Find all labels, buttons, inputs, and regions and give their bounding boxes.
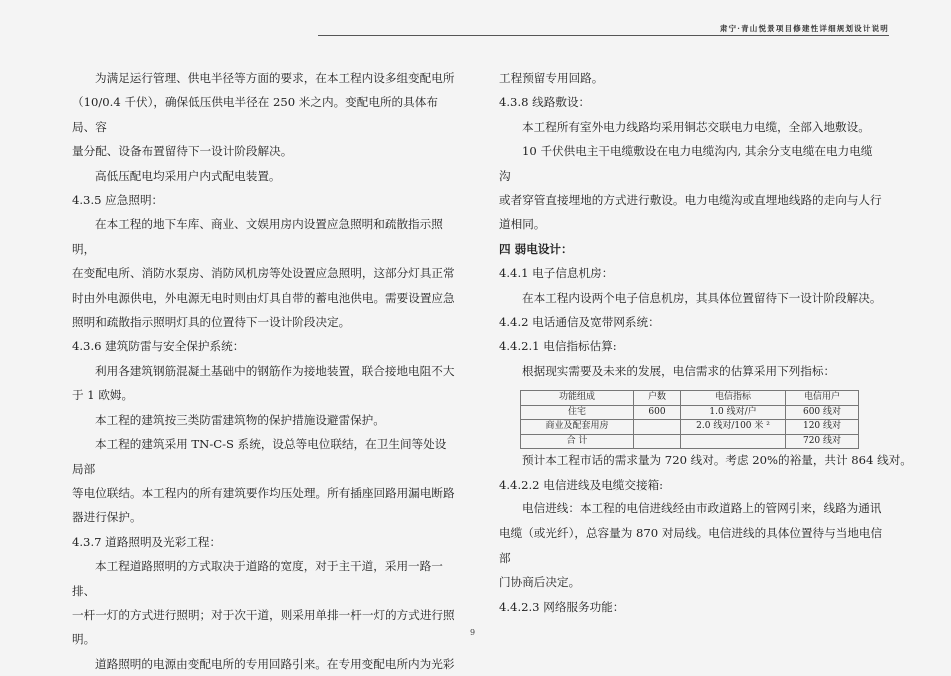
- paragraph-line: 照明和疏散指示照明灯具的位置待下一设计阶段决定。: [72, 315, 351, 330]
- paragraph-line: 门协商后决定。: [499, 575, 581, 590]
- table-cell: 120 线对: [786, 420, 859, 435]
- table-row: [521, 434, 859, 449]
- paragraph-line: 道路照明的电源由变配电所的专用回路引来。在专用变配电所内为光彩: [95, 656, 455, 671]
- right-top-block: [499, 66, 884, 383]
- section-heading: 4.4.2.3 网络服务功能：: [499, 599, 625, 614]
- paragraph-line: 预计本工程市话的需求量为 720 线对。考虑 20%的裕量，共计 864 线对。: [522, 453, 912, 468]
- table-cell: [681, 434, 786, 449]
- paragraph-line: 或者穿管直接埋地的方式进行敷设。电力电缆沟或直埋地线路的走向与人行: [499, 193, 882, 208]
- table-cell: 1.0 线对/户: [681, 405, 786, 420]
- paragraph-line: 本工程的建筑采用 TN-C-S 系统，设总等电位联结，在卫生间等处设局部: [72, 437, 447, 476]
- section-heading: 4.3.5 应急照明：: [72, 193, 164, 208]
- paragraph-line: 量分配、设备布置留待下一设计阶段解决。: [72, 144, 293, 159]
- paragraph-line: 在变配电所、消防水泵房、消防风机房等处设置应急照明，这部分灯具正常: [72, 266, 455, 281]
- paragraph-line: 一杆一灯的方式进行照明；对于次干道，则采用单排一杆一灯的方式进行照: [72, 607, 455, 622]
- paragraph-line: 电缆（或光纤），总容量为 870 对局线。电信进线的具体位置待与当地电信部: [499, 526, 883, 565]
- table-cell: 600 线对: [786, 405, 859, 420]
- table-header-row: [521, 391, 859, 406]
- table-header-cell: 功能组成: [521, 391, 634, 406]
- table-row: [521, 405, 859, 420]
- table-cell: [634, 420, 681, 435]
- section-heading: 4.3.8 线路敷设：: [499, 95, 591, 110]
- paragraph-line: 高低压配电均采用户内式配电装置。: [95, 168, 281, 183]
- paragraph-line: （10/0.4 千伏），确保低压供电半径在 250 米之内。变配电所的具体布局、容: [72, 95, 438, 134]
- chapter-heading: 四 弱电设计：: [499, 241, 573, 256]
- section-heading: 4.4.2.1 电信指标估算:: [499, 339, 617, 354]
- table-cell: 2.0 线对/100 米 ²: [681, 420, 786, 435]
- paragraph-line: 根据现实需要及未来的发展，电信需求的估算采用下列指标：: [522, 363, 836, 378]
- paragraph-line: 于 1 欧姆。: [72, 388, 134, 403]
- telecom-indicator-table: [520, 390, 859, 449]
- paragraph-line: 利用各建筑钢筋混凝土基础中的钢筋作为接地装置，联合接地电阻不大: [95, 363, 455, 378]
- table-cell: 住宅: [521, 405, 634, 420]
- paragraph-line: 为满足运行管理、供电半径等方面的要求，在本工程内设多组变配电所: [95, 71, 455, 85]
- right-bottom-block: [499, 449, 912, 619]
- paragraph-line: 本工程所有室外电力线路均采用铜芯交联电力电缆，全部入地敷设。: [522, 119, 870, 134]
- table-cell: [634, 434, 681, 449]
- table-header-cell: 户数: [634, 391, 681, 406]
- section-heading: 4.4.2 电话通信及宽带网系统：: [499, 315, 660, 330]
- left-column: [72, 66, 457, 676]
- table-row: [521, 420, 859, 435]
- header-rule: [318, 35, 889, 36]
- paragraph-line: 明。: [72, 632, 96, 647]
- table-header-cell: 电信指标: [681, 391, 786, 406]
- table-cell: 600: [634, 405, 681, 420]
- section-heading: 4.3.6 建筑防雷与安全保护系统：: [72, 339, 245, 354]
- right-column: [499, 66, 912, 619]
- section-heading: 4.4.2.2 电信进线及电缆交接箱:: [499, 478, 664, 493]
- paragraph-line: 电信进线：本工程的电信进线经由市政道路上的管网引来，线路为通讯: [522, 501, 882, 516]
- paragraph-line: 等电位联结。本工程内的所有建筑要作均压处理。所有插座回路用漏电断路: [72, 485, 455, 500]
- table-cell: 合 计: [521, 434, 634, 449]
- paragraph-line: 在本工程内设两个电子信息机房，其具体位置留待下一设计阶段解决。: [522, 290, 882, 305]
- page-number: 9: [470, 628, 476, 637]
- paragraph-line: 时由外电源供电，外电源无电时则由灯具自带的蓄电池供电。需要设置应急: [72, 290, 455, 305]
- paragraph-line: 工程预留专用回路。: [499, 71, 604, 85]
- table-header-cell: 电信用户: [786, 391, 859, 406]
- paragraph-line: 10 千伏供电主干电缆敷设在电力电缆沟内, 其余分支电缆在电力电缆沟: [499, 144, 873, 183]
- paragraph-line: 本工程道路照明的方式取决于道路的宽度，对于主干道，采用一路一排、: [72, 559, 443, 598]
- table-cell: 720 线对: [786, 434, 859, 449]
- section-heading: 4.4.1 电子信息机房：: [499, 266, 614, 281]
- paragraph-line: 道相同。: [499, 217, 546, 232]
- table-cell: 商业及配套用房: [521, 420, 634, 435]
- paragraph-line: 本工程的建筑按三类防雷建筑物的保护措施设避雷保护。: [95, 412, 385, 427]
- paragraph-line: 器进行保护。: [72, 510, 142, 525]
- paragraph-line: 在本工程的地下车库、商业、文娱用房内设置应急照明和疏散指示照明，: [72, 217, 443, 256]
- header-title: 肃宁·青山悦景项目修建性详细规划设计说明: [719, 24, 889, 33]
- section-heading: 4.3.7 道路照明及光彩工程：: [72, 534, 222, 549]
